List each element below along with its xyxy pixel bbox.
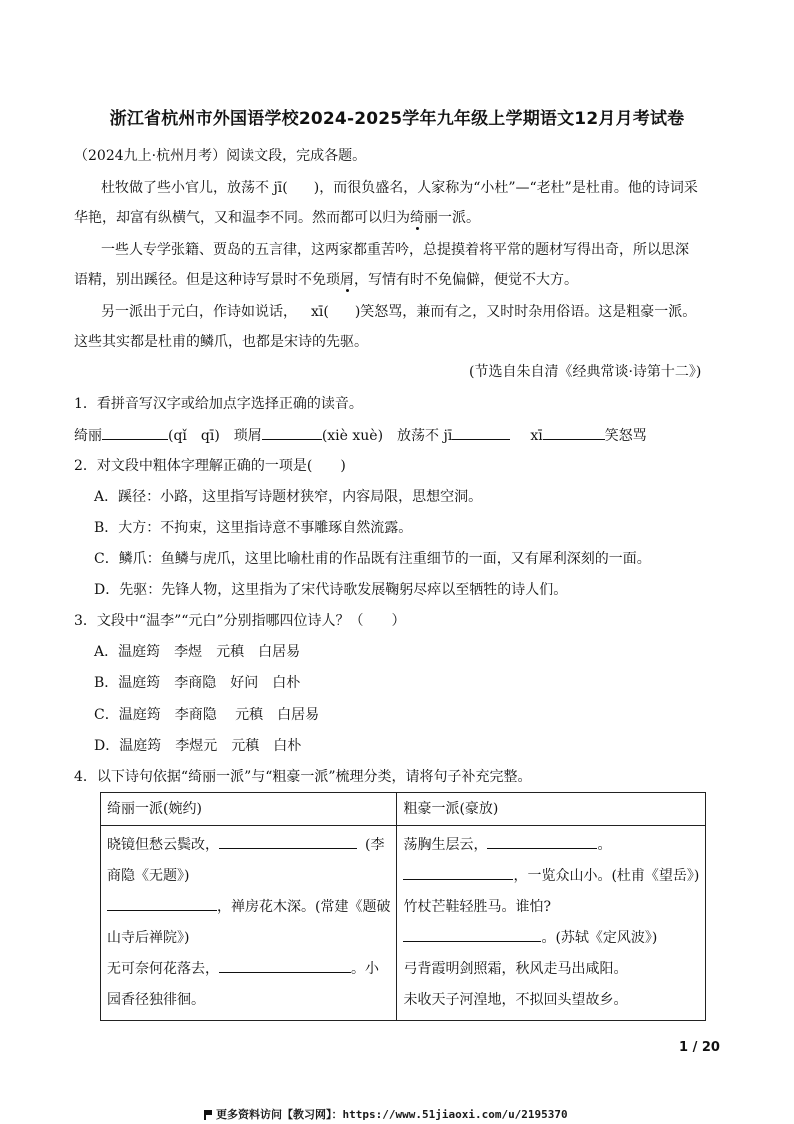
passage-text: )，而很负盛名，人家称为“小杜”—“老杜”是杜甫。他的诗词采 (313, 180, 698, 196)
passage-p2-line1: 一些人专学张籍、贾岛的五言律，这两家都重苦吟，总提摸着将平常的题材写得出奇，所以思深 (101, 242, 689, 258)
passage-text: 语精，别出蹊径。但是这种诗写景时不免琐 (74, 272, 340, 288)
poem-text: 弓背霞明剑照霜，秋风走马出咸阳。 (403, 961, 628, 977)
poem-text: ，禅房花木深。(常建《题破 (217, 899, 391, 915)
document-title: 浙江省杭州市外国语学校2024-2025学年九年级上学期语文12月月考试卷 (109, 109, 685, 129)
passage-text: 丽一派。 (424, 210, 480, 226)
passage-text: )笑怒骂，兼而有之，又时时杂用俗语。这是粗豪一派。 (354, 304, 697, 320)
flag-icon (204, 1110, 212, 1119)
answer-blank[interactable] (543, 424, 605, 440)
q2-option-d[interactable]: D．先驱：先锋人物，这里指为了宋代诗歌发展鞠躬尽瘁以至牺牲的诗人们。 (94, 582, 568, 598)
answer-blank[interactable] (403, 926, 541, 942)
q3-option-d[interactable]: D．温庭筠 李煜元 元稹 白朴 (94, 738, 302, 754)
passage-text: 华艳，却富有纵横气，又和温李不同。然而都可以归为 (74, 210, 410, 226)
poem-text: 园香径独徘徊。 (107, 992, 205, 1008)
elegant-school-cell (101, 826, 397, 1021)
intro-instruction: （2024九上·杭州月考）阅读文段，完成各题。 (74, 148, 367, 164)
answer-blank[interactable] (403, 864, 513, 880)
poem-text: (李 (365, 837, 385, 853)
passage-p3-line1 (101, 302, 696, 322)
footer-text: 更多资料访问【教习网】：https://www.51jiaoxi.com/u/2195370 (216, 1108, 568, 1121)
passage-text: 杜牧做了些小官儿，放荡不 jī( (101, 180, 288, 196)
passage-text: xī( (311, 304, 329, 320)
q1-text: 绮丽 (74, 428, 102, 444)
passage-p2-line2 (74, 270, 578, 290)
q1-answer-line (74, 424, 647, 446)
q1-text: (xiè xuè) 放荡不 jī (321, 428, 453, 444)
dotted-char: 屑 (340, 272, 354, 288)
q3-stem: 3．文段中“温李”“元白”分别指哪四位诗人？（ ） (74, 613, 406, 629)
answer-blank[interactable] (262, 424, 322, 440)
poem-text: 荡胸生层云， (403, 837, 488, 853)
col-header-bold: 粗豪一派(豪放) (397, 793, 706, 826)
q1-text: 笑怒骂 (604, 428, 647, 444)
poem-text: 无可奈何花落去， (107, 961, 219, 977)
passage-text: 另一派出于元白，作诗如说话， (101, 304, 297, 320)
answer-blank[interactable] (219, 833, 357, 849)
dotted-char: 绮 (410, 210, 424, 226)
q2-option-c[interactable]: C．鳞爪：鱼鳞与虎爪，这里比喻杜甫的作品既有注重细节的一面，又有犀利深刻的一面。 (94, 551, 651, 567)
poem-text: 。(苏轼《定风波》) (541, 930, 658, 946)
answer-blank[interactable] (102, 424, 168, 440)
passage-text: ，写情有时不免偏僻，便觉不大方。 (354, 272, 578, 288)
answer-blank[interactable] (487, 833, 597, 849)
passage-p3-line2: 这些其实都是杜甫的鳞爪，也都是宋诗的先驱。 (74, 334, 368, 350)
passage-p1-line1 (101, 178, 698, 198)
poem-text: 商隐《无题》) (107, 868, 190, 884)
footer-link[interactable] (204, 1106, 568, 1122)
poem-text: 。 (597, 837, 612, 853)
q1-text: (qǐ qī) 琐屑 (168, 428, 262, 444)
answer-blank[interactable] (219, 957, 351, 973)
bold-school-cell (397, 826, 706, 1021)
poem-text: 。小 (351, 961, 379, 977)
q2-stem: 2．对文段中粗体字理解正确的一项是( ) (74, 458, 346, 474)
passage-source: (节选自朱自清《经典常谈·诗第十二》) (469, 364, 702, 380)
q2-option-a[interactable]: A．蹊径：小路，这里指写诗题材狭窄，内容局限，思想空洞。 (94, 489, 483, 505)
poem-table (100, 792, 706, 1021)
poem-text: 山寺后禅院》) (107, 930, 190, 946)
answer-blank[interactable] (452, 424, 510, 440)
passage-p1-line2 (74, 208, 480, 228)
q3-option-b[interactable]: B．温庭筠 李商隐 好问 白朴 (94, 675, 301, 691)
col-header-elegant: 绮丽一派(婉约) (101, 793, 397, 826)
q3-option-a[interactable]: A．温庭筠 李煜 元稹 白居易 (94, 644, 301, 660)
answer-blank[interactable] (107, 895, 217, 911)
poem-text: 竹杖芒鞋轻胜马。谁怕? (403, 899, 551, 915)
q1-stem: 1．看拼音写汉字或给加点字选择正确的读音。 (74, 396, 363, 412)
q1-text: xī (530, 428, 543, 444)
q2-option-b[interactable]: B．大方：不拘束，这里指诗意不事雕琢自然流露。 (94, 520, 413, 536)
page-number: 1 / 20 (679, 1040, 720, 1055)
poem-text: ，一览众山小。(杜甫《望岳》) (513, 868, 700, 884)
poem-text: 晓镜但愁云鬓改， (107, 837, 219, 853)
poem-text: 未收天子河湟地，不拟回头望故乡。 (403, 992, 628, 1008)
q3-option-c[interactable]: C．温庭筠 李商隐 元稹 白居易 (94, 707, 320, 723)
q4-stem: 4．以下诗句依据“绮丽一派”与“粗豪一派”梳理分类，请将句子补充完整。 (74, 769, 532, 785)
